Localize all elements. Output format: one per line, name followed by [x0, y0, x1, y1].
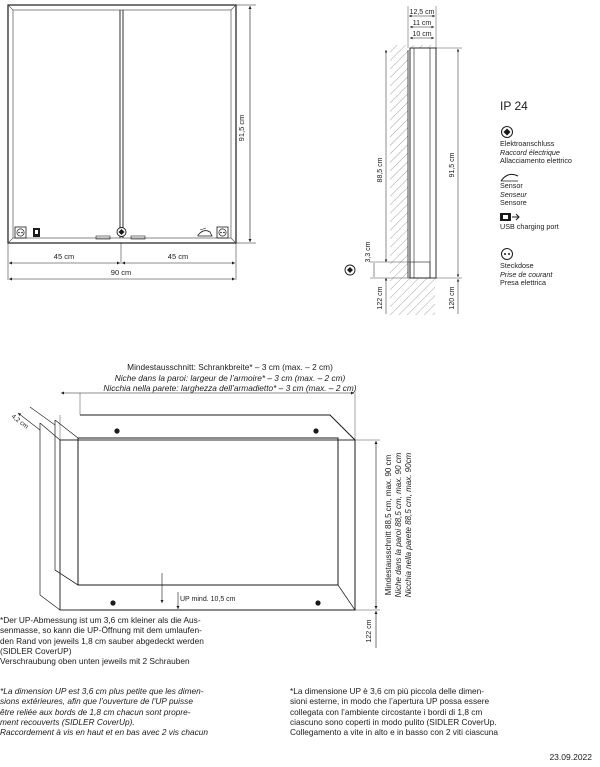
depth-outer-label: 12,5 cm — [409, 9, 435, 16]
note-fr-line: être reliée aux bords de 1,8 cm chacun sont propre- — [0, 706, 191, 717]
legend-socket — [500, 262, 552, 288]
light-bar-right — [131, 236, 145, 239]
legend-sensor — [500, 182, 527, 208]
note-de-line: (SIDLER CoverUP) — [0, 645, 72, 656]
legend-usb — [500, 223, 559, 232]
legend-usb-label: USB charging port — [500, 222, 559, 231]
floor-left-label: 122 cm — [377, 286, 384, 310]
cutout-side-de: Mindestausschnitt 88,5 cm, max. 90 cm — [384, 454, 393, 596]
legend-electric-fr: Raccord électrique — [500, 147, 560, 157]
up-depth-label: UP mind. 10,5 cm — [180, 596, 236, 603]
legend-electric — [500, 140, 572, 166]
note-it-line: sioni esterne, in modo che l’apertura UP possa essere — [290, 696, 490, 707]
cutout-depth-label: 4,2 cm — [9, 413, 30, 431]
electric-connection-icon — [345, 265, 355, 275]
note-de-line: den Rand von jeweils 1,8 cm sauber abgedeckt werden — [0, 635, 204, 646]
cutout-side-it: Nicchia nella parete 88,5 cm, max. 90cm — [404, 452, 413, 598]
note-fr-line: *La dimension UP est 3,6 cm plus petite que les dimen- — [0, 686, 204, 696]
cutout-title-fr: Niche dans la paroi: largeur de l’armoire* – 3 cm (max. – 2 cm) — [114, 372, 346, 383]
ip-rating: IP 24 — [500, 99, 528, 113]
inner-height-label: 88,5 cm — [377, 157, 384, 183]
usb-icon — [33, 228, 40, 237]
bottom-gap-label: 3,3 cm — [365, 241, 372, 263]
note-de — [0, 615, 290, 666]
legend-socket-fr: Prise de courant — [500, 269, 553, 279]
legend-sensor-fr: Senseur — [500, 189, 527, 199]
cutout-inner-frame — [78, 438, 338, 585]
floor-right-label: 120 cm — [449, 286, 456, 310]
electric-connection-icon — [117, 228, 126, 237]
electric-connection-icon — [500, 125, 514, 139]
note-it — [290, 686, 595, 737]
usb-icon — [500, 212, 520, 222]
cutout-title-de: Mindestausschnitt: Schrankbreite* – 3 cm (max. – 2 cm) — [127, 362, 333, 372]
cutout-floor-label: 122 cm — [366, 619, 373, 643]
legend-sensor-it: Sensore — [500, 198, 527, 208]
note-de-line: *Der UP-Abmessung ist um 3,6 cm kleiner als die Aus- — [0, 615, 201, 625]
screw-icon — [313, 428, 318, 433]
legend-sensor-de: Sensor — [500, 181, 523, 190]
screw-icon — [114, 428, 119, 433]
depth-mid-label: 11 cm — [412, 20, 432, 27]
legend-socket-de: Steckdose — [500, 261, 534, 270]
document-date: 23.09.2022 — [549, 752, 592, 762]
front-height-label: 91,5 cm — [237, 114, 246, 142]
note-de-line: senmasse, so kann die UP-Öffnung mit dem umlaufen- — [0, 625, 202, 636]
side-height-label: 91,5 cm — [449, 152, 456, 178]
legend-socket-it: Presa elettrica — [500, 278, 546, 288]
note-de-line: Verschraubung oben unten jeweils mit 2 Schrauben — [0, 656, 190, 667]
screw-icon — [110, 600, 115, 605]
legend-electric-de: Elektroanschluss — [500, 139, 555, 148]
note-it-line: collegata con l’ambiente circostante i bordi di 1,8 cm — [290, 706, 483, 717]
cutout-side-fr: Niche dans la paroi 88,5 cm, max. 90 cm — [394, 452, 403, 598]
note-it-line: *La dimensione UP è 3,6 cm più piccola delle dimen- — [290, 686, 485, 696]
legend-electric-it: Allacciamento elettrico — [500, 156, 572, 166]
half-left-label: 45 cm — [53, 252, 75, 261]
sensor-icon — [198, 228, 212, 236]
socket-icon — [217, 227, 228, 238]
note-fr-line: sions extérieures, afin que l’ouverture de l’UP puisse — [0, 696, 193, 707]
socket-icon — [500, 247, 514, 261]
total-width-label: 90 cm — [110, 268, 132, 277]
note-it-line: ciascuno sono coperti in modo pulito (SIDLER CoverUp. — [290, 716, 497, 727]
screw-icon — [315, 600, 320, 605]
note-fr-line: Raccordement à vis en haut et en bas avec 2 vis chacun — [0, 727, 209, 738]
depth-inner-label: 10 cm — [412, 31, 432, 38]
note-fr — [0, 686, 290, 737]
cutout-title-it: Nicchia nella parete: larghezza dell’armadietto* – 3 cm (max. – 2 cm) — [103, 383, 357, 393]
side-view-drawing — [340, 0, 470, 320]
cabinet-outline — [8, 5, 236, 243]
cutout-drawing — [0, 385, 420, 650]
note-it-line: Collegamento a vite in alto e in basso con 2 viti ciascuna — [290, 727, 499, 738]
light-bar-left — [96, 236, 110, 239]
cutout-outer — [80, 415, 355, 610]
cabinet-inner-frame — [13, 10, 231, 238]
note-fr-line: ment recouverts (SIDLER CoverUp). — [0, 716, 135, 727]
half-right-label: 45 cm — [167, 252, 189, 261]
front-view-drawing — [0, 0, 260, 300]
socket-icon — [15, 227, 26, 238]
